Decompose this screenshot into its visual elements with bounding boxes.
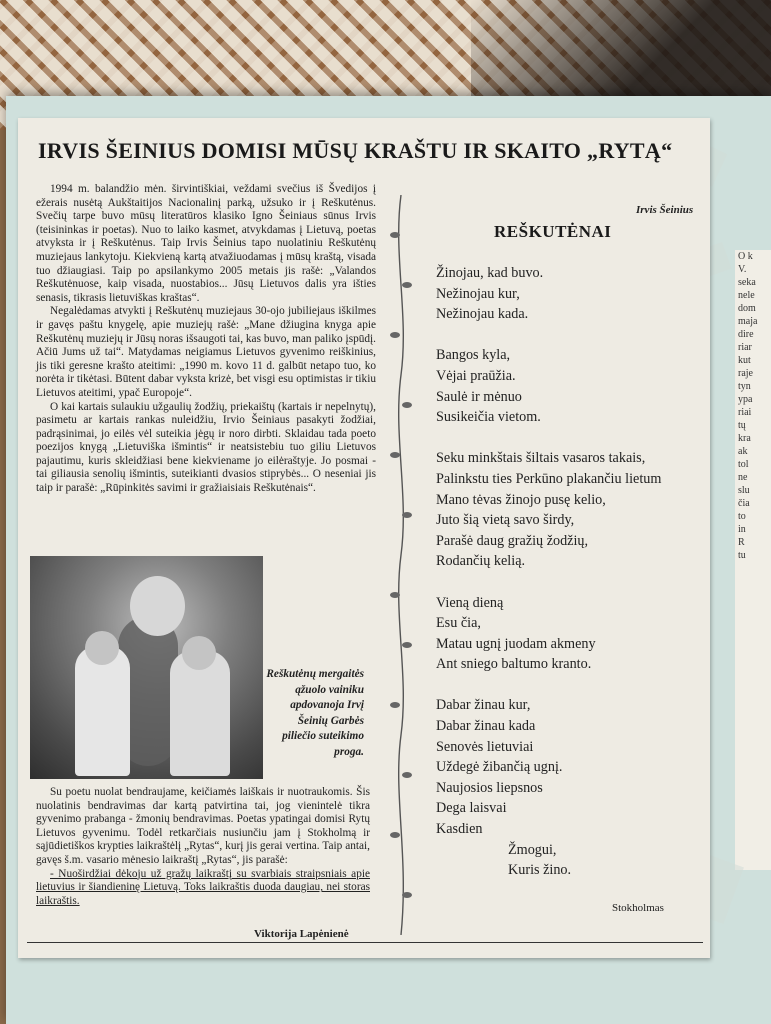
clipping-fragment: tų xyxy=(738,420,746,431)
poem-line: Ant sniego baltumo kranto. xyxy=(436,656,592,673)
poem-line: Naujosios liepsnos xyxy=(436,779,543,796)
clipping-fragment: kra xyxy=(738,433,751,444)
poem-line: Uždegė žibančią ugnį. xyxy=(436,759,563,776)
poem-line: Žmogui, xyxy=(508,841,557,858)
clipping-fragment: tyn xyxy=(738,381,751,392)
article-headline: IRVIS ŠEINIUS DOMISI MŪSŲ KRAŠTU IR SKAITO „RYTĄ“ xyxy=(38,138,673,163)
poem-line: Bangos kyla, xyxy=(436,347,511,364)
clipping-fragment: to xyxy=(738,511,746,522)
article-paragraph: 1994 m. balandžio mėn. širvintiškiai, veždami svečius iš Švedijos į ežerais nusėtą Aukštaitijos Nacionalinį parką, užsuko ir į Reškutėnus. Svečių tarpe buvo mūsų literatūros klasiko Igno Šeiniaus sūnus Irvis (teisininkas ir poetas). Nuo to laiko kasmet, atvykdamas į Lietuvą, poetas atvyksta ir į Reškutėnus. Taip Irvis Šeinius tapo nuolatiniu Reškutėnų muziejaus lankytoju. Kiekvieną kartą atvažiuodamas į mūsų kraštą, visada tuo džiaugiasi. Taip po apsilankymo 2005 metais jis rašė: „Valandos Reškutėnuose, kaip visada, nuostabios... Jūsų Lietuvos dalis yra išties senasis, tikrasis lietuviškas kraštas“. xyxy=(36,183,376,304)
poem-line: Parašė daug gražių žodžių, xyxy=(436,532,589,549)
poem-location: Stokholmas xyxy=(612,902,664,914)
article-paragraph: Su poetu nuolat bendraujame, keičiamės laiškais ir nuotraukomis. Šis nuolatinis bendravimas dar kartą patvirtina tai, jog vienintelė tikra gyvenimo prabanga - žmonių bendravimas. Poetas ypatingai domisi Rytų Lietuvos gyvenimu. Todėl retkarčiais nusiunčiu jam į Stokholmą ir sąjūdietiškos krypties laikraštėlį „Rytas“, kurį jis gerai vertina. Taip antai, gavęs š.m. vasario mėnesio laikraštį „Rytas“, jis parašė: xyxy=(36,786,370,866)
poem-stanza xyxy=(436,263,716,325)
background-shadow xyxy=(471,0,771,110)
article-paragraph: O kai kartais sulaukiu užgaulių žodžių, priekaištų (kartais ir nepelnytų), pasimetu ar kartais rankas nuleidžiu, Irvio Šeiniaus pasakyti žodžiai, padrąsinimai, jo eilės vėl suteikia jėgų ir noro dirbti. Sklaidau tada poeto poezijos knygą „Lietuviška išmintis“ ir neatsistebiu tuo giliu Lietuvos pajautimu, kuris skleidžiasi bene kiekviename jo eilėraštyje. Jo posmai - tai giliausia senolių išmintis, suteikianti dvasios stiprybės... O neseniai jis taip ir parašė: „Rūpinkitės savimi ir gražiaisiais Reškutėnais“. xyxy=(36,400,376,495)
poem-line: Nežinojau kur, xyxy=(436,285,520,302)
poem-line: Vėjai praūžia. xyxy=(436,367,516,384)
photo-caption: Reškutėnų mergaitės ąžuolo vainiku apdovanoja Irvį Šeinių Garbės piliečio suteikimo proga. xyxy=(266,668,364,758)
clipping-fragment: maja xyxy=(738,316,758,327)
poem-line: Rodančių kelią. xyxy=(436,553,526,570)
article-body-lower xyxy=(36,786,370,908)
poem-line: Dabar žinau kur, xyxy=(436,697,531,714)
article-quote: - Nuoširdžiai dėkoju už gražų laikraštį su svarbiais straipsniais apie lietuvius ir šiandieninę Lietuvą. Toks laikraštis duoda daugiau, nei storas laikraštis. xyxy=(36,867,370,907)
clipping-fragment: raje xyxy=(738,368,753,379)
poem-line: Kuris žino. xyxy=(508,862,572,879)
poem-author: Irvis Šeinius xyxy=(636,204,694,216)
poem-line: Žinojau, kad buvo. xyxy=(436,265,544,281)
poem-stanza xyxy=(436,448,716,572)
clipping-fragment: dire xyxy=(738,329,754,340)
poem-line: Saulė ir mėnuo xyxy=(436,388,522,405)
clipping-fragment: kut xyxy=(738,355,751,366)
clipping-fragment: čia xyxy=(738,498,750,509)
poem-line: Senovės lietuviai xyxy=(436,738,534,755)
poem-body xyxy=(436,263,716,901)
poem-stanza xyxy=(436,345,716,427)
poem-title: REŠKUTĖNAI xyxy=(494,222,612,241)
poem-line: Susikeičia vietom. xyxy=(436,409,541,426)
clipping-fragment: ypa xyxy=(738,394,753,405)
poem-line: Matau ugnį juodam akmeny xyxy=(436,635,596,652)
adjacent-clipping xyxy=(735,250,771,870)
article-author: Viktorija Lapėnienė xyxy=(254,928,349,940)
poem-stanza xyxy=(436,593,716,675)
poem-line: Palinkstu ties Perkūno plakančiu lietum xyxy=(436,470,662,487)
clipping-fragment: O k xyxy=(738,251,753,262)
poem-line: Juto šią vietą savo širdy, xyxy=(436,512,575,529)
photo-figure xyxy=(130,576,185,636)
clipping-fragment: tol xyxy=(738,459,749,470)
clipping-fragment: in xyxy=(738,524,746,535)
poem-line: Esu čia, xyxy=(436,615,481,632)
clipping-fragment: R xyxy=(738,537,745,548)
photo-figure xyxy=(85,631,119,665)
photo-figure xyxy=(182,636,216,670)
bottom-rule xyxy=(27,942,703,943)
clipping-fragment: riar xyxy=(738,342,752,353)
poem-line: Kasdien xyxy=(436,821,483,838)
clipping-fragment: dom xyxy=(738,303,756,314)
poem-line: Dabar žinau kada xyxy=(436,718,536,735)
clipping-fragment: seka xyxy=(738,277,756,288)
poem-line: Vieną dieną xyxy=(436,594,504,611)
article-body xyxy=(36,183,376,496)
clipping-fragment: V. xyxy=(738,264,747,275)
clipping-fragment: ak xyxy=(738,446,748,457)
clipping-fragment: riai xyxy=(738,407,752,418)
article-photo xyxy=(30,556,263,779)
clipping-fragment: slu xyxy=(738,485,750,496)
clipping-fragment: ne xyxy=(738,472,748,483)
photo-figure xyxy=(75,646,130,776)
poem-line: Mano tėvas žinojo pusę kelio, xyxy=(436,491,606,508)
decorative-vine-divider xyxy=(388,195,414,935)
poem-line: Nežinojau kada. xyxy=(436,306,529,323)
article-paragraph: Negalėdamas atvykti į Reškutėnų muziejaus 30-ojo jubiliejaus iškilmes ir gavęs paštu knygelę, apie muziejų rašė: „Mane džiugina knyga apie Reškutėnų muziejų ir Jūsų noras išsaugoti tai, kas buvo, man paliko įspūdį. Ačiū Jums už tai“. Matydamas neigiamus Lietuvos gyvenimo reiškinius, jis tiki geresne krašto ateitimi: „1990 m. kovo 11 d. galbūt netapo tuo, ko norėta ir tikėtasi. Būtent dabar vyksta krizė, bet visgi esu optimistas ir tikiu Lietuvos ateitimi, ypač Europoje“. xyxy=(36,305,376,399)
clipping-fragment: tu xyxy=(738,550,746,561)
clipping-fragment: nele xyxy=(738,290,755,301)
poem-line: Seku minkštais šiltais vasaros takais, xyxy=(436,450,646,467)
poem-stanza xyxy=(436,695,716,880)
poem-line: Dega laisvai xyxy=(436,800,507,817)
